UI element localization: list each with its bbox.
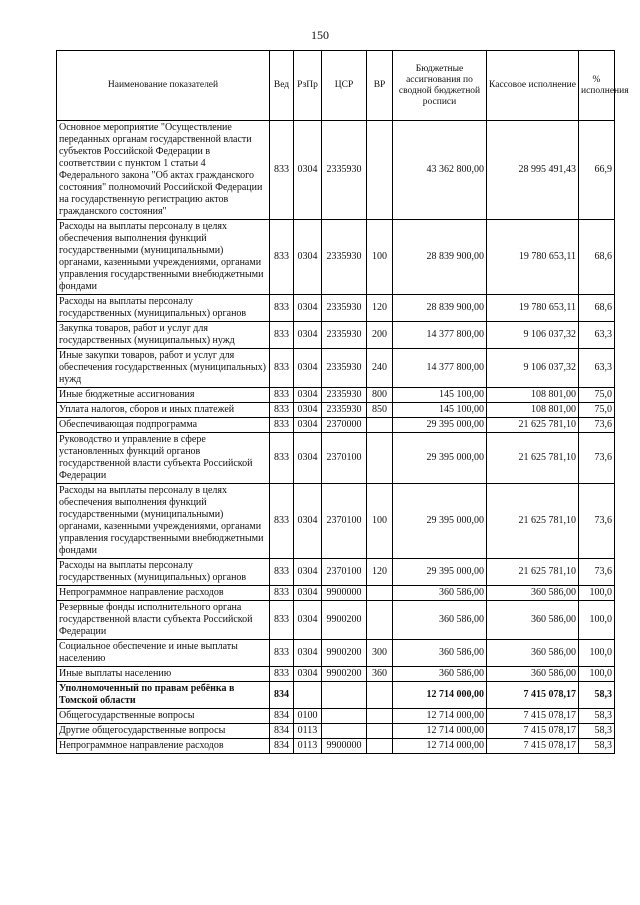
- row-name: Непрограммное направление расходов: [57, 586, 270, 601]
- row-rzpr: 0304: [294, 220, 322, 295]
- col-header-name: Наименование показателей: [57, 51, 270, 121]
- row-cash: 19 780 653,11: [487, 295, 579, 322]
- row-rzpr: [294, 682, 322, 709]
- row-rzpr: 0304: [294, 418, 322, 433]
- row-ved: 833: [270, 220, 294, 295]
- row-name: Расходы на выплаты персоналу в целях обеспечения выполнения функций государственными (муниципальными) органами, казенными учреждениями, органами управления государственными внебюджетными фондами: [57, 220, 270, 295]
- row-name: Расходы на выплаты персоналу в целях обеспечения выполнения функций государственными (муниципальными) органами, казенными учреждениями, органами управления государственными внебюджетными фондами: [57, 484, 270, 559]
- table-row: [57, 121, 615, 220]
- row-budget: 12 714 000,00: [393, 682, 487, 709]
- row-csr: [322, 682, 367, 709]
- row-csr: 9900200: [322, 640, 367, 667]
- row-vr: 200: [367, 322, 393, 349]
- row-vr: [367, 586, 393, 601]
- row-rzpr: 0304: [294, 667, 322, 682]
- row-cash: 21 625 781,10: [487, 484, 579, 559]
- row-csr: 2335930: [322, 388, 367, 403]
- row-budget: 360 586,00: [393, 586, 487, 601]
- row-csr: 2335930: [322, 322, 367, 349]
- row-vr: [367, 682, 393, 709]
- row-budget: 29 395 000,00: [393, 484, 487, 559]
- row-budget: 12 714 000,00: [393, 739, 487, 754]
- col-header-vr: ВР: [367, 51, 393, 121]
- table-row: [57, 739, 615, 754]
- row-name: Иные закупки товаров, работ и услуг для обеспечения государственных (муниципальных) нужд: [57, 349, 270, 388]
- row-csr: 2335930: [322, 121, 367, 220]
- row-csr: 2335930: [322, 295, 367, 322]
- row-vr: 120: [367, 295, 393, 322]
- row-name: Иные выплаты населению: [57, 667, 270, 682]
- row-csr: 9900000: [322, 586, 367, 601]
- row-ved: 834: [270, 682, 294, 709]
- row-pct: 68,6: [579, 220, 615, 295]
- row-vr: [367, 724, 393, 739]
- row-pct: 73,6: [579, 418, 615, 433]
- row-csr: 9900000: [322, 739, 367, 754]
- row-rzpr: 0113: [294, 724, 322, 739]
- row-csr: 2335930: [322, 349, 367, 388]
- row-ved: 833: [270, 601, 294, 640]
- table-row: [57, 403, 615, 418]
- row-ved: 833: [270, 388, 294, 403]
- table-row: [57, 601, 615, 640]
- row-csr: [322, 724, 367, 739]
- row-cash: 360 586,00: [487, 586, 579, 601]
- row-budget: 28 839 900,00: [393, 220, 487, 295]
- row-budget: 29 395 000,00: [393, 433, 487, 484]
- row-ved: 833: [270, 586, 294, 601]
- row-rzpr: 0304: [294, 601, 322, 640]
- table-row: [57, 709, 615, 724]
- table-row: [57, 640, 615, 667]
- row-budget: 12 714 000,00: [393, 724, 487, 739]
- row-csr: 2370000: [322, 418, 367, 433]
- row-vr: 800: [367, 388, 393, 403]
- row-vr: 300: [367, 640, 393, 667]
- row-rzpr: 0304: [294, 403, 322, 418]
- page-number: 150: [311, 28, 329, 42]
- col-header-rzpr: РзПр: [294, 51, 322, 121]
- row-cash: 19 780 653,11: [487, 220, 579, 295]
- row-rzpr: 0304: [294, 484, 322, 559]
- row-rzpr: 0304: [294, 586, 322, 601]
- row-vr: [367, 601, 393, 640]
- table-row: [57, 349, 615, 388]
- row-pct: 100,0: [579, 586, 615, 601]
- row-vr: 850: [367, 403, 393, 418]
- table-row: [57, 724, 615, 739]
- header-row: [57, 51, 615, 121]
- row-pct: 75,0: [579, 388, 615, 403]
- row-pct: 75,0: [579, 403, 615, 418]
- row-pct: 63,3: [579, 322, 615, 349]
- row-budget: 14 377 800,00: [393, 349, 487, 388]
- row-pct: 100,0: [579, 667, 615, 682]
- row-name: Уплата налогов, сборов и иных платежей: [57, 403, 270, 418]
- row-cash: 7 415 078,17: [487, 739, 579, 754]
- row-name: Иные бюджетные ассигнования: [57, 388, 270, 403]
- row-csr: 2370100: [322, 559, 367, 586]
- row-cash: 28 995 491,43: [487, 121, 579, 220]
- row-rzpr: 0304: [294, 640, 322, 667]
- row-vr: [367, 739, 393, 754]
- row-cash: 7 415 078,17: [487, 724, 579, 739]
- table-row: [57, 388, 615, 403]
- row-cash: 7 415 078,17: [487, 709, 579, 724]
- row-name: Руководство и управление в сфере установленных функций органов государственной власти субъекта Российской Федерации: [57, 433, 270, 484]
- row-name: Общегосударственные вопросы: [57, 709, 270, 724]
- row-vr: 120: [367, 559, 393, 586]
- row-rzpr: 0113: [294, 739, 322, 754]
- row-budget: 12 714 000,00: [393, 709, 487, 724]
- row-csr: 2370100: [322, 433, 367, 484]
- row-ved: 833: [270, 349, 294, 388]
- row-pct: 63,3: [579, 349, 615, 388]
- row-budget: 29 395 000,00: [393, 559, 487, 586]
- row-ved: 833: [270, 322, 294, 349]
- table-row: [57, 484, 615, 559]
- row-cash: 360 586,00: [487, 667, 579, 682]
- row-name: Другие общегосударственные вопросы: [57, 724, 270, 739]
- row-ved: 834: [270, 709, 294, 724]
- row-cash: 7 415 078,17: [487, 682, 579, 709]
- row-budget: 14 377 800,00: [393, 322, 487, 349]
- row-ved: 834: [270, 739, 294, 754]
- row-name: Основное мероприятие "Осуществление переданных органам государственной власти субъектов Российской Федерации в соответствии с пунктом 1 статьи 4 Федерального закона "Об актах гражданского состояния" полномочий Российской Федерации на государственную регистрацию актов гражданского состояния": [57, 121, 270, 220]
- row-cash: 9 106 037,32: [487, 349, 579, 388]
- row-name: Непрограммное направление расходов: [57, 739, 270, 754]
- table-row: [57, 433, 615, 484]
- row-rzpr: 0304: [294, 559, 322, 586]
- row-budget: 145 100,00: [393, 388, 487, 403]
- row-rzpr: 0304: [294, 388, 322, 403]
- row-cash: 108 801,00: [487, 388, 579, 403]
- row-pct: 73,6: [579, 484, 615, 559]
- row-csr: 2370100: [322, 484, 367, 559]
- row-cash: 9 106 037,32: [487, 322, 579, 349]
- row-ved: 833: [270, 418, 294, 433]
- row-ved: 833: [270, 295, 294, 322]
- row-pct: 100,0: [579, 601, 615, 640]
- row-vr: [367, 121, 393, 220]
- row-pct: 58,3: [579, 682, 615, 709]
- row-cash: 21 625 781,10: [487, 433, 579, 484]
- row-pct: 58,3: [579, 739, 615, 754]
- row-pct: 68,6: [579, 295, 615, 322]
- row-vr: 240: [367, 349, 393, 388]
- row-budget: 145 100,00: [393, 403, 487, 418]
- row-ved: 834: [270, 724, 294, 739]
- budget-table: [56, 50, 629, 754]
- col-header-pct: % исполнения: [579, 51, 615, 121]
- row-name: Закупка товаров, работ и услуг для государственных (муниципальных) нужд: [57, 322, 270, 349]
- col-header-budget: Бюджетные ассигнования по сводной бюджетной росписи: [393, 51, 487, 121]
- row-csr: 9900200: [322, 667, 367, 682]
- row-ved: 833: [270, 403, 294, 418]
- row-rzpr: 0304: [294, 349, 322, 388]
- row-budget: 28 839 900,00: [393, 295, 487, 322]
- row-ved: 833: [270, 433, 294, 484]
- row-rzpr: 0100: [294, 709, 322, 724]
- table-row: [57, 418, 615, 433]
- row-rzpr: 0304: [294, 295, 322, 322]
- col-header-csr: ЦСР: [322, 51, 367, 121]
- row-budget: 360 586,00: [393, 640, 487, 667]
- row-name: Расходы на выплаты персоналу государственных (муниципальных) органов: [57, 559, 270, 586]
- row-name: Уполномоченный по правам ребёнка в Томской области: [57, 682, 270, 709]
- row-vr: 100: [367, 484, 393, 559]
- row-name: Расходы на выплаты персоналу государственных (муниципальных) органов: [57, 295, 270, 322]
- row-name: Обеспечивающая подпрограмма: [57, 418, 270, 433]
- row-budget: 360 586,00: [393, 601, 487, 640]
- row-csr: 9900200: [322, 601, 367, 640]
- row-cash: 360 586,00: [487, 601, 579, 640]
- row-csr: 2335930: [322, 403, 367, 418]
- row-ved: 833: [270, 640, 294, 667]
- row-vr: 100: [367, 220, 393, 295]
- table-row: [57, 559, 615, 586]
- col-header-ved: Вед: [270, 51, 294, 121]
- table-row: [57, 682, 615, 709]
- row-ved: 833: [270, 121, 294, 220]
- row-ved: 833: [270, 484, 294, 559]
- row-vr: 360: [367, 667, 393, 682]
- row-pct: 73,6: [579, 559, 615, 586]
- row-vr: [367, 418, 393, 433]
- row-cash: 108 801,00: [487, 403, 579, 418]
- row-pct: 66,9: [579, 121, 615, 220]
- table-row: [57, 295, 615, 322]
- row-vr: [367, 709, 393, 724]
- table-row: [57, 322, 615, 349]
- row-pct: 58,3: [579, 709, 615, 724]
- table-row: [57, 667, 615, 682]
- row-cash: 21 625 781,10: [487, 559, 579, 586]
- col-header-cash: Кассовое исполнение: [487, 51, 579, 121]
- row-ved: 833: [270, 559, 294, 586]
- row-ved: 833: [270, 667, 294, 682]
- row-name: Резервные фонды исполнительного органа государственной власти субъекта Российской Федерации: [57, 601, 270, 640]
- row-budget: 43 362 800,00: [393, 121, 487, 220]
- row-rzpr: 0304: [294, 121, 322, 220]
- row-pct: 73,6: [579, 433, 615, 484]
- row-rzpr: 0304: [294, 322, 322, 349]
- row-budget: 360 586,00: [393, 667, 487, 682]
- row-cash: 360 586,00: [487, 640, 579, 667]
- row-rzpr: 0304: [294, 433, 322, 484]
- row-pct: 100,0: [579, 640, 615, 667]
- row-csr: [322, 709, 367, 724]
- table-body: [57, 121, 615, 754]
- row-budget: 29 395 000,00: [393, 418, 487, 433]
- table-row: [57, 586, 615, 601]
- row-csr: 2335930: [322, 220, 367, 295]
- row-vr: [367, 433, 393, 484]
- table-row: [57, 220, 615, 295]
- row-name: Социальное обеспечение и иные выплаты населению: [57, 640, 270, 667]
- row-cash: 21 625 781,10: [487, 418, 579, 433]
- row-pct: 58,3: [579, 724, 615, 739]
